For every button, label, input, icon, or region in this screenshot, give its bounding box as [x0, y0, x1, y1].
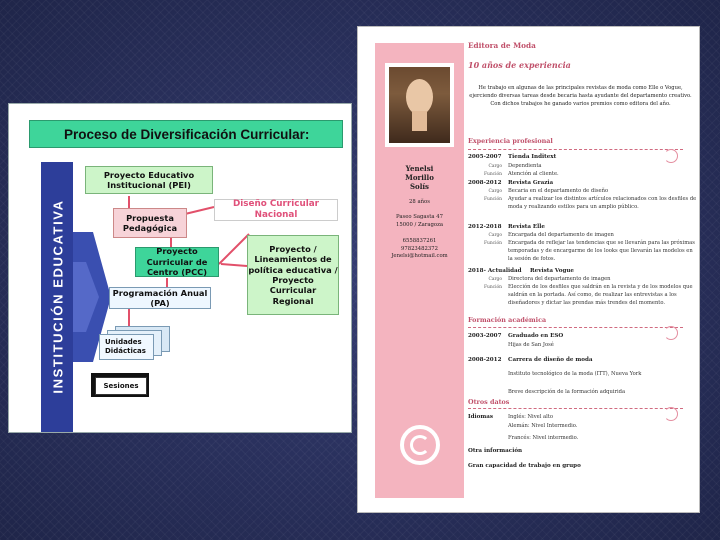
cv-header-sub: 10 años de experiencia	[468, 60, 571, 70]
language-item: Alemán: Nivel Intermedio.	[508, 423, 578, 429]
job-key: Cargo	[488, 164, 502, 169]
sesiones-box: Sesiones	[95, 377, 147, 395]
cv-address: Paseo Sagasta 47 15000 / Zaragoza	[395, 214, 444, 228]
job-key: Cargo	[488, 189, 502, 194]
divider-arc-icon	[664, 149, 678, 163]
diagram-image	[8, 103, 352, 433]
other-info-label: Otra información	[468, 448, 523, 454]
edu-years: 2003-2007	[468, 333, 502, 339]
logo-inner-icon	[410, 435, 430, 455]
edu-years: 2008-2012	[468, 357, 502, 363]
cv-header-title: Editora de Moda	[468, 41, 536, 50]
job-value: Atención al cliente.	[508, 171, 559, 177]
job-years: 2005-2007	[468, 154, 502, 160]
job-value: Ayudar a realizar los distintos artículos relacionados con los desfiles de moda y realizando estilos para un amplio público.	[508, 196, 697, 210]
propuesta-box: Propuesta Pedagógica	[113, 208, 187, 238]
job-years: 2008-2012	[468, 180, 502, 186]
pcc-box: Proyecto Curricular de Centro (PCC)	[135, 247, 219, 277]
diagram-title: Proceso de Diversificación Curricular:	[29, 120, 343, 148]
language-item: Inglés: Nivel alto	[508, 414, 553, 420]
edu-sub: Instituto tecnológico de la moda (ITT), Nueva York	[508, 371, 642, 377]
edu-title: Graduado en ESO	[508, 333, 564, 339]
job-value: Dependienta	[508, 163, 542, 169]
section-other: Otros datos	[468, 398, 510, 406]
job-title: Revista Vogue	[530, 268, 574, 274]
programacion-box: Programación Anual (PA)	[109, 287, 211, 309]
section-experience: Experiencia profesional	[468, 137, 553, 145]
edu-sub: Hijas de San José	[508, 342, 554, 348]
job-value: Elección de los desfiles que saldrán en la revista y de los modelos que saldrán en la portada. Así como, de realizar las entrevistas a los diseñadores y dictar las prendas más trendes del momento.	[508, 284, 693, 306]
divider-arc-icon	[664, 326, 678, 340]
job-title: Revista Grazia	[508, 180, 554, 186]
cv-intro: He trabajo en algunas de las principales revistas de moda como Elle o Vogue, ejerciendo diversas tareas desde becaria hasta ayudante del departamento creativo. Con dichos trabajos he ganado varios premios como editora del año.	[469, 85, 692, 107]
other-info-value: Gran capacidad de trabajo en grupo	[468, 463, 581, 469]
job-key: Función	[483, 197, 502, 202]
section-education: Formación académica	[468, 316, 547, 324]
cv-age: 28 años	[409, 199, 430, 205]
cv-name: Yenelsi Morillo Solís	[405, 164, 434, 192]
institution-label: INSTITUCIÓN EDUCATIVA	[50, 199, 66, 394]
politica-box: Proyecto / Lineamientos de política educativa / Proyecto Curricular Regional	[247, 235, 339, 315]
job-title: Tienda Inditext	[508, 154, 557, 160]
job-key: Cargo	[488, 233, 502, 238]
edu-extra: Breve descripción de la formación adquirida	[508, 389, 626, 395]
pei-box: Proyecto Educativo Institucional (PEI)	[85, 166, 213, 194]
unidades-box: Unidades Didácticas	[99, 334, 154, 360]
job-value: Encargada de reflejar las tendencias que se llevarán para las próximas temporadas y de encargarme de los looks que llevarán las modelos en la sesión de fotos.	[508, 240, 695, 262]
diseno-curricular-box: Diseño Curricular Nacional	[214, 199, 338, 221]
job-key: Función	[483, 172, 502, 177]
job-key: Función	[483, 241, 502, 246]
cv-contact: 6558837261 97823482372 Jenelsi@hotmail.com	[391, 238, 448, 260]
divider	[468, 149, 683, 150]
job-value: Becaria en el departamento de diseño	[508, 188, 609, 194]
cv-document	[357, 26, 700, 513]
job-title: Revista Elle	[508, 224, 545, 230]
divider	[468, 327, 683, 328]
job-value: Directora del departamento de imagen	[508, 276, 611, 282]
job-years: 2012-2018	[468, 224, 502, 230]
job-key: Función	[483, 285, 502, 290]
job-key: Cargo	[488, 277, 502, 282]
job-years: 2018- Actualidad	[468, 268, 522, 274]
job-value: Encargada del departamento de imagen	[508, 232, 614, 238]
language-item: Francés: Nivel intermedio.	[508, 435, 579, 441]
divider	[468, 408, 683, 409]
edu-title: Carrera de diseño de moda	[508, 357, 593, 363]
profile-photo	[389, 67, 450, 143]
languages-label: Idiomas	[468, 414, 494, 420]
